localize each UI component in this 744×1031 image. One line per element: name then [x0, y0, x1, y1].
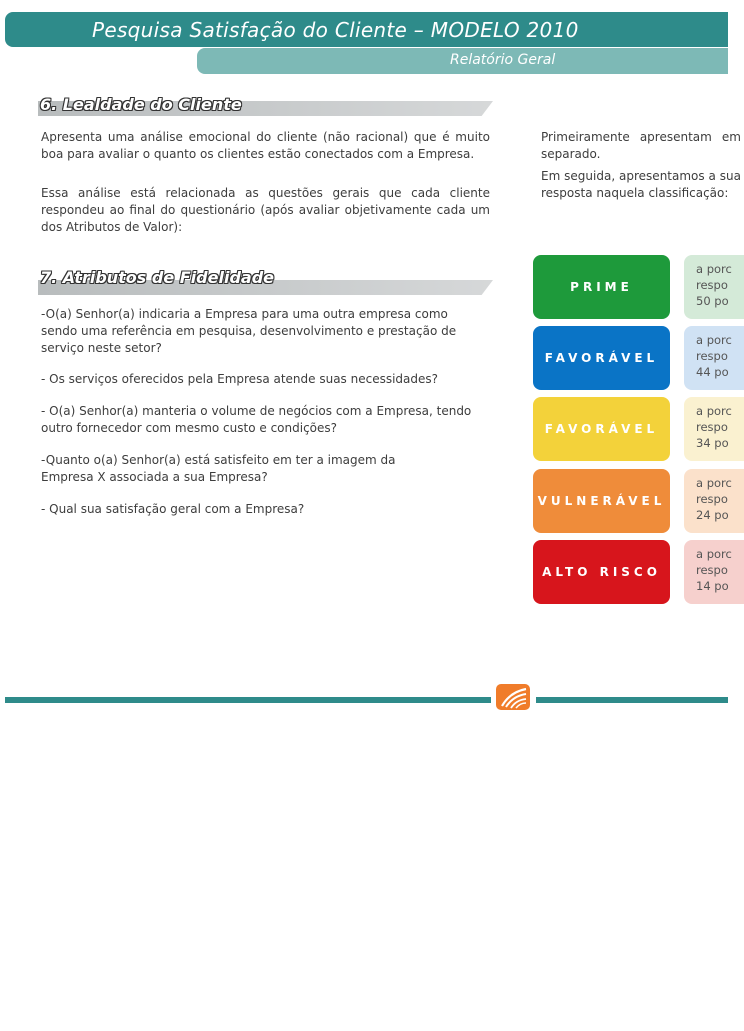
right-paragraph-2: Em seguida, apresentamos a sua resposta naquela classificação: — [541, 169, 741, 200]
section-6-title: 6. Lealdade do Cliente — [40, 95, 242, 114]
document-subtitle: Relatório Geral — [450, 52, 556, 68]
classification-favoravel-yellow-description — [684, 397, 744, 461]
question-overall-satisfaction: - Qual sua satisfação geral com a Empresa? — [41, 502, 305, 516]
footer-line-right — [536, 697, 728, 703]
description-line: a porc — [696, 404, 732, 418]
right-paragraph-1: Primeiramente apresentam em separado. — [541, 130, 741, 161]
question-image: -Quanto o(a) Senhor(a) está satisfeito em ter a imagem da Empresa X associada a sua Empresa? — [41, 453, 396, 484]
description-line: a porc — [696, 476, 732, 490]
logo-graphic — [496, 684, 530, 710]
company-logo-icon — [496, 684, 530, 710]
classification-alto-risco: ALTO RISCO — [533, 540, 670, 604]
classification-favoravel-blue-description — [684, 326, 744, 390]
description-line: respo — [696, 563, 728, 577]
classification-prime: PRIME — [533, 255, 670, 319]
description-line: 24 po — [696, 508, 729, 522]
question-maintain-volume: - O(a) Senhor(a) manteria o volume de negócios com a Empresa, tendo outro fornecedor com mesmo custo e condições? — [41, 404, 472, 435]
section-6-paragraph-1: Apresenta uma análise emocional do cliente (não racional) que é muito boa para avaliar o quanto os clientes estão conectados com a Empresa. — [41, 130, 490, 161]
section-7-title: 7. Atributos de Fidelidade — [40, 268, 275, 287]
classification-vulneravel-description — [684, 469, 744, 533]
classification-vulneravel: VULNERÁVEL — [533, 469, 670, 533]
description-line: respo — [696, 349, 728, 363]
question-needs: - Os serviços oferecidos pela Empresa atende suas necessidades? — [41, 372, 439, 386]
description-line: 50 po — [696, 294, 729, 308]
description-line: respo — [696, 278, 728, 292]
description-line: 44 po — [696, 365, 729, 379]
footer-line-left — [5, 697, 491, 703]
description-line: 14 po — [696, 579, 729, 593]
classification-alto-risco-description — [684, 540, 744, 604]
description-line: respo — [696, 492, 728, 506]
classification-prime-description — [684, 255, 744, 319]
description-line: respo — [696, 420, 728, 434]
description-line: a porc — [696, 333, 732, 347]
description-line: a porc — [696, 547, 732, 561]
document-title: Pesquisa Satisfação do Cliente – MODELO 2010 — [92, 18, 579, 42]
description-line: 34 po — [696, 436, 729, 450]
section-6-paragraph-2: Essa análise está relacionada as questões gerais que cada cliente respondeu ao final do questionário (após avaliar objetivamente cada um dos Atributos de Valor): — [41, 186, 490, 234]
classification-favoravel-yellow: FAVORÁVEL — [533, 397, 670, 461]
description-line: a porc — [696, 262, 732, 276]
classification-favoravel-blue: FAVORÁVEL — [533, 326, 670, 390]
question-recommend: -O(a) Senhor(a) indicaria a Empresa para uma outra empresa como sendo uma referência em pesquisa, desenvolvimento e prestação de serviço neste setor? — [41, 307, 457, 355]
